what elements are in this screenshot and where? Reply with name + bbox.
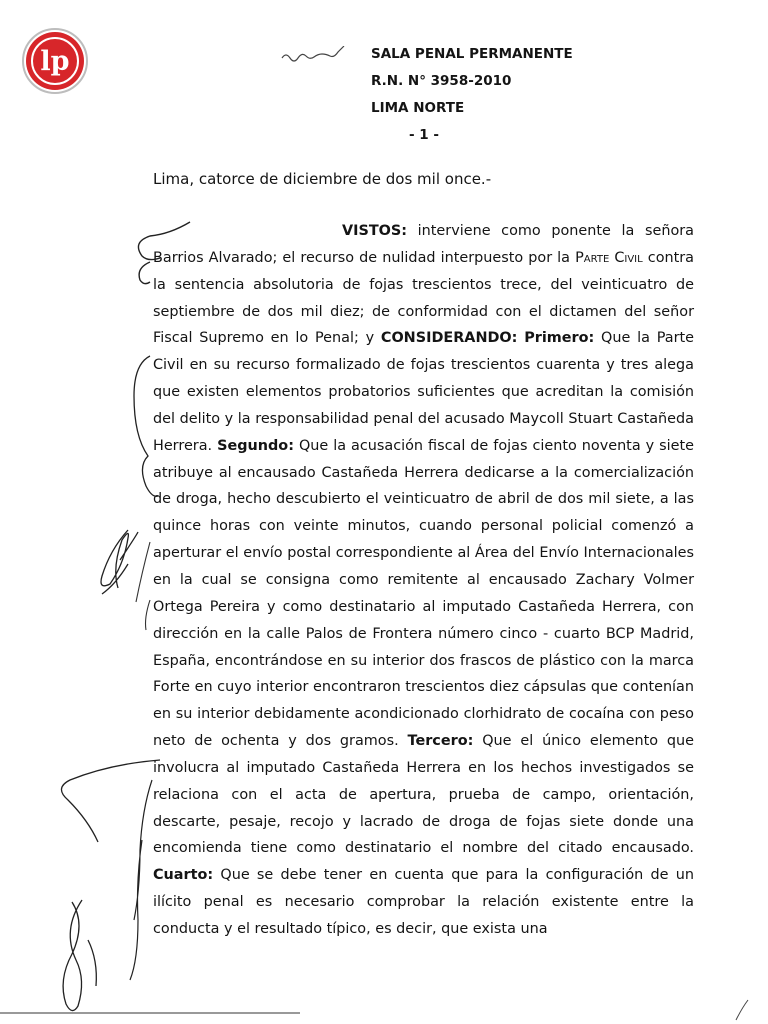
bottom-signature [63, 900, 96, 1011]
header-scribble [280, 46, 350, 66]
body-text-2: contra la sentencia absolutoria de fojas trescientos trece, del veinticuatro de septiembre de dos mil diez; de conformidad con el dictamen del señor Fiscal Supremo en lo Penal; y [153, 249, 694, 347]
lp-logo-text: lp [40, 46, 70, 77]
margin-curve [61, 760, 160, 842]
body-text-4: Que la acusación fiscal de fojas ciento noventa y siete atribuye al encausado Castañeda Herrera dedicarse a la comercialización de droga, hecho descubierto el veinticuatro de abril de dos mil siete, a las quince horas con veinte minutos, cuando personal policial comenzó a aperturar el envío postal correspondiente al Área del Envío Internacionales en la cual se consigna como remitente al encausado Zachary Volmer Ortega Pereira y como destinatario al imputado Castañeda Herrera, con dirección en la calle Palos de Frontera número cinco - cuarto BCP Madrid, España, encontrándose en su interior dos frascos de plástico con la marca Forte en cuyo interior encontraron trescientos diez cápsulas que contenían en su interior debidamente acondicionado clorhidrato de cocaína con peso neto de ochenta y dos gramos. [153, 437, 694, 750]
resolution-body [153, 218, 694, 943]
district-name: LIMA NORTE [371, 100, 465, 116]
body-text-5: Que el único elemento que involucra al imputado Castañeda Herrera en los hechos investigados se relaciona con el acta de apertura, prueba de campo, orientación, descarte, pesaje, recojo y lacrado de droga de fojas siete donde una encomienda tiene como destinatario el nombre del citado encausado. [153, 733, 694, 857]
primero-label: Primero: [524, 330, 595, 347]
lp-logo [20, 26, 90, 96]
parte-civil-text: Parte Civil [575, 249, 643, 266]
lp-logo-graphic [20, 26, 90, 96]
margin-lines [130, 780, 152, 980]
tercero-label: Tercero: [407, 733, 474, 750]
body-text-6: Que se debe tener en cuenta que para la configuración de un ilícito penal es necesario comprobar la relación existente entre la conducta y el resultado típico, es decir, que exista una [153, 867, 694, 937]
margin-stroke [136, 542, 150, 630]
signature-mark [101, 530, 138, 594]
segundo-label: Segundo: [217, 437, 294, 454]
chamber-name: SALA PENAL PERMANENTE [371, 46, 573, 62]
cuarto-label: Cuarto: [153, 867, 214, 884]
dateline: Lima, catorce de diciembre de dos mil once.- [153, 170, 492, 188]
corner-mark [736, 1000, 748, 1020]
considerando-label: CONSIDERANDO: [380, 330, 518, 347]
document-header [371, 41, 573, 149]
body-text-3: Que la Parte Civil en su recurso formalizado de fojas trescientos cuarenta y tres alega que existen elementos probatorios suficientes que acreditan la comisión del delito y la responsabilidad penal del acusado Maycoll Stuart Castañeda Herrera. [153, 330, 694, 454]
vistos-label: VISTOS: [342, 223, 408, 239]
case-number: R.N. N° 3958-2010 [371, 73, 512, 89]
body-text-1: interviene como ponente la señora Barrios Alvarado; el recurso de nulidad interpuesto por la [153, 223, 694, 266]
page-number: - 1 - [409, 127, 439, 143]
resolution-paragraph [153, 218, 694, 943]
